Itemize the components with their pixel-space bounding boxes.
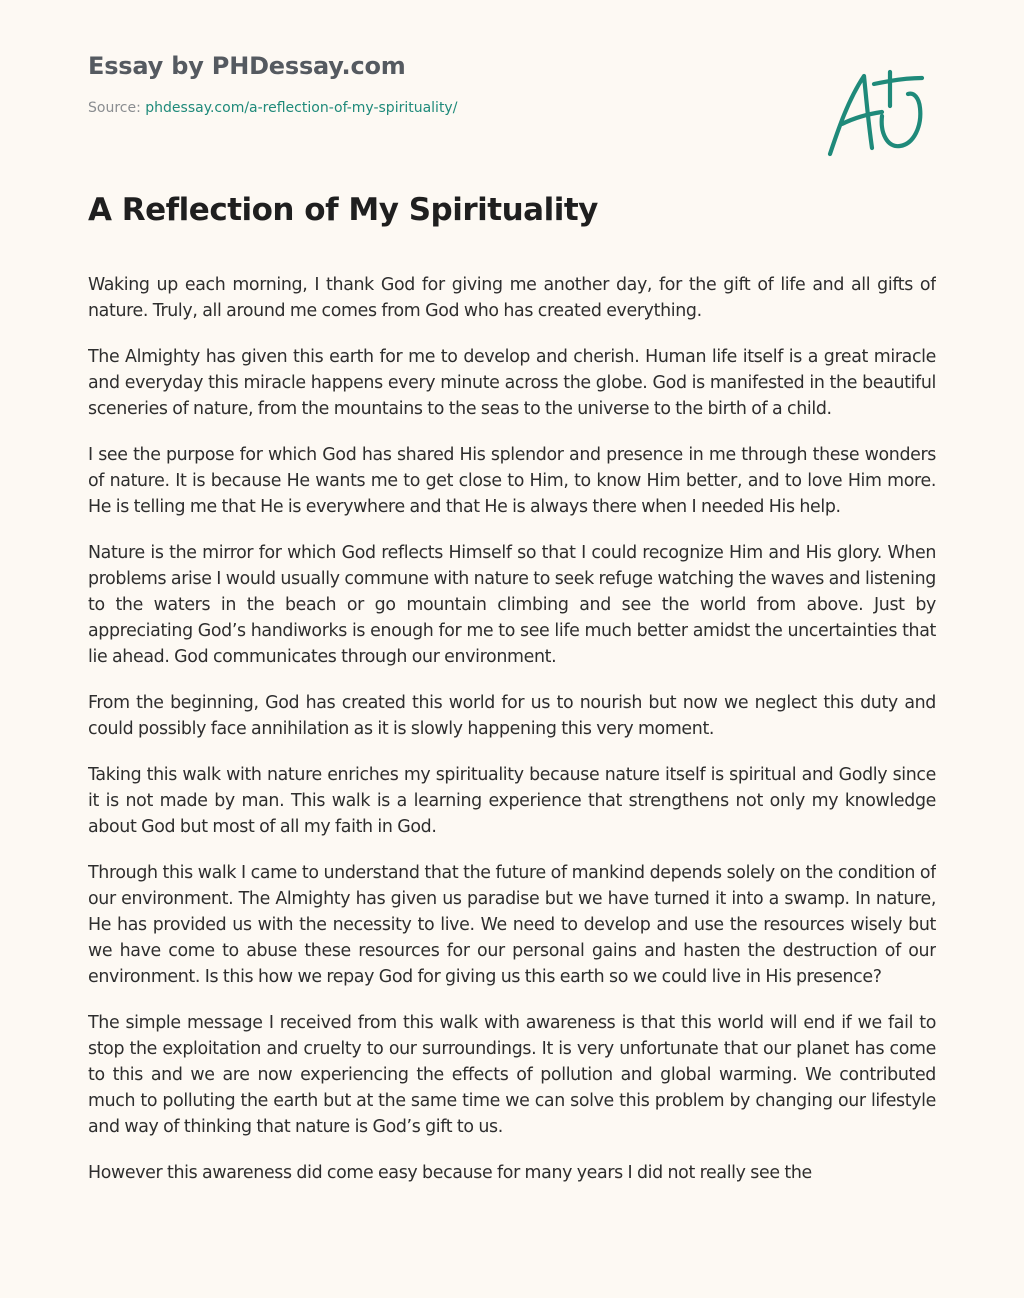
source-label: Source: xyxy=(88,100,146,116)
essay-paragraph: However this awareness did come easy because for many years I did not really see the xyxy=(88,1163,812,1183)
essay-paragraph: Nature is the mirror for which God reflects Himself so that I could recognize Him and His glory. When problems arise I would usually commune with nature to seek refuge watching the waves and listening to the waters in the beach or go mountain climbing and see the world from above. Just by appreciating God’s handiworks is enough for me to see life much better amidst the uncertainties that lie ahead. God communicates through our environment. xyxy=(88,543,936,667)
essay-title: A Reflection of My Spirituality xyxy=(88,192,598,228)
essay-paragraph: The simple message I received from this walk with awareness is that this world will end if we fail to stop the exploitation and cruelty to our surroundings. It is very unfortunate that our planet has come to this and we are now experiencing the effects of pollution and global warming. We contributed much to polluting the earth but at the same time we can solve this problem by changing our lifestyle and way of thinking that nature is God’s gift to us. xyxy=(88,1013,936,1137)
source-line xyxy=(88,98,708,118)
source-link[interactable]: phdessay.com/a-reflection-of-my-spirituality/ xyxy=(145,100,458,116)
essay-paragraph: Waking up each morning, I thank God for giving me another day, for the gift of life and all gifts of nature. Truly, all around me comes from God who has created everything. xyxy=(88,275,936,321)
essay-paragraph: The Almighty has given this earth for me to develop and cherish. Human life itself is a great miracle and everyday this miracle happens every minute across the globe. God is manifested in the beautiful sceneries of nature, from the mountains to the seas to the universe to the birth of a child. xyxy=(88,347,936,419)
essay-body xyxy=(88,272,936,1298)
page-header xyxy=(88,48,708,118)
essay-paragraph: Through this walk I came to understand that the future of mankind depends solely on the condition of our environment. The Almighty has given us paradise but we have turned it into a swamp. In nature, He has provided us with the necessity to live. We need to develop and use the resources wisely but we have come to abuse these resources for our personal gains and hasten the destruction of our environment. Is this how we repay God for giving us this earth so we could live in His presence? xyxy=(88,863,936,987)
a-plus-logo-icon xyxy=(820,62,932,162)
essay-paragraph: I see the purpose for which God has shared His splendor and presence in me through these wonders of nature. It is because He wants me to get close to Him, to know Him better, and to love Him more. He is telling me that He is everywhere and that He is always there when I needed His help. xyxy=(88,445,936,517)
essay-paragraph: From the beginning, God has created this world for us to nourish but now we neglect this duty and could possibly face annihilation as it is slowly happening this very moment. xyxy=(88,693,936,739)
site-brand[interactable]: Essay by PHDessay.com xyxy=(88,52,406,80)
essay-paragraph: Taking this walk with nature enriches my spirituality because nature itself is spiritual and Godly since it is not made by man. This walk is a learning experience that strengthens not only my knowledge about God but most of all my faith in God. xyxy=(88,765,936,837)
